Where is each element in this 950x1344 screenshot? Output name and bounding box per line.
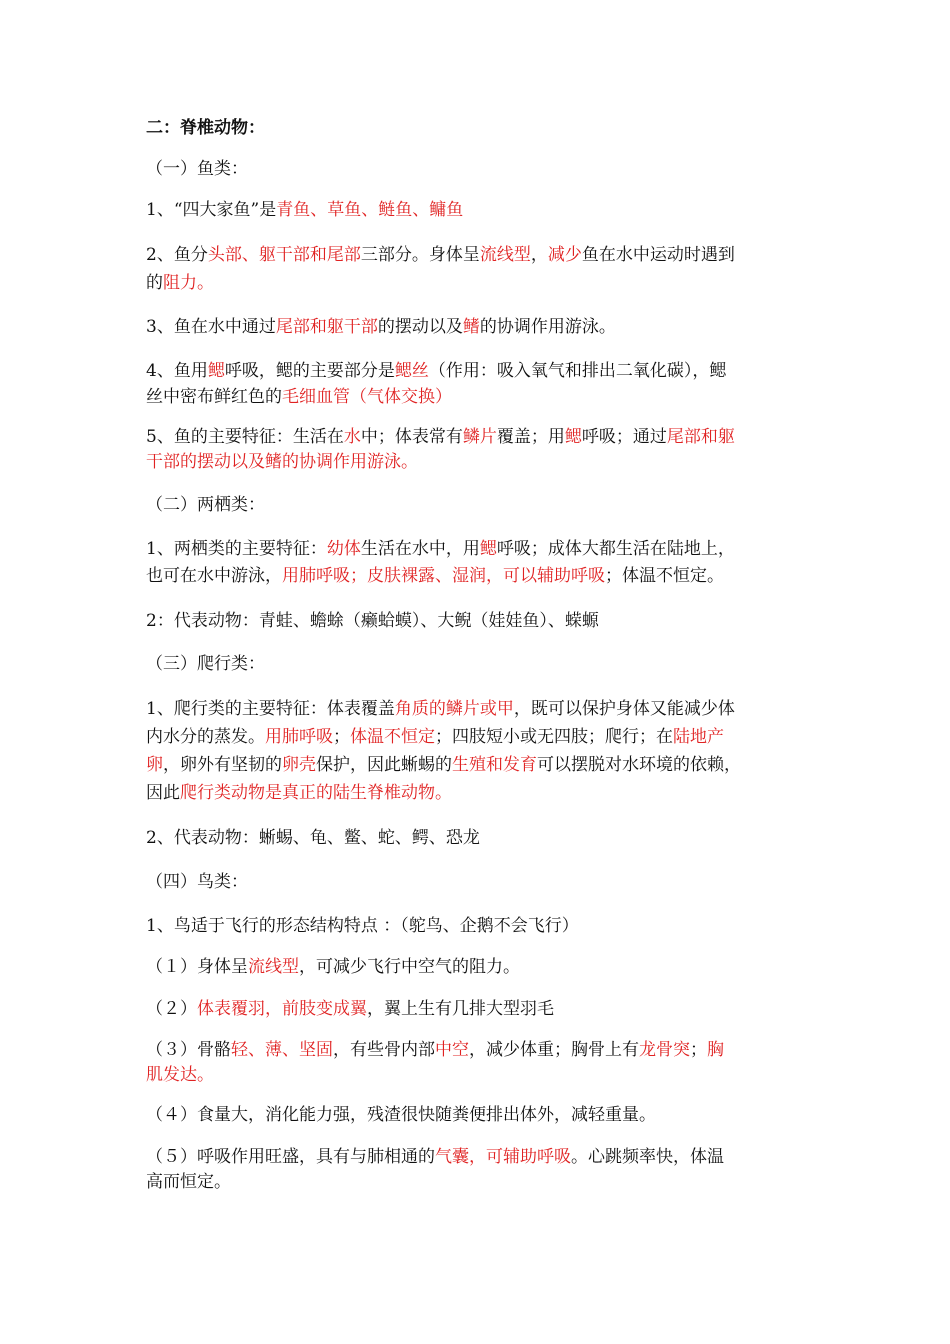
highlighted-text: 陆地产 xyxy=(673,727,724,747)
text-segment: 鱼在水中运动时遇到 xyxy=(581,245,735,265)
text-segment: （一）鱼类： xyxy=(146,159,248,179)
text-segment: ， xyxy=(530,245,548,265)
text-segment: ，有些骨内部 xyxy=(333,1040,435,1060)
text-line-bird-p5b xyxy=(146,1169,826,1195)
text-line-fish-1 xyxy=(146,197,826,223)
text-line-bird-1 xyxy=(146,913,826,939)
text-segment: ；四肢短小或无四肢；爬行；在 xyxy=(435,727,673,747)
text-segment: （四）鸟类： xyxy=(146,872,248,892)
highlighted-text: 阻力。 xyxy=(163,273,214,293)
text-segment: 丝中密布鲜红色的 xyxy=(146,387,282,407)
text-line-bird-p1 xyxy=(146,954,826,980)
text-segment: ，既可以保护身体又能减少体 xyxy=(513,699,735,719)
highlighted-text: 鳃 xyxy=(479,539,497,559)
text-line-amph-1b xyxy=(146,563,826,589)
highlighted-text: 用肺呼吸 xyxy=(265,727,333,747)
highlighted-text: 爬行类动物是真正的陆生脊椎动物。 xyxy=(180,783,452,803)
text-line-bird-p2 xyxy=(146,996,826,1022)
text-segment: 呼吸；通过 xyxy=(581,427,667,447)
text-line-fish-5b xyxy=(146,449,826,475)
text-line-bird-p5a xyxy=(146,1144,826,1170)
highlighted-text: 气囊，可辅助呼吸 xyxy=(435,1147,571,1167)
text-segment: 3、鱼在水中通过 xyxy=(146,317,276,337)
text-segment: （４）食量大，消化能力强，残渣很快随粪便排出体外，减轻重量。 xyxy=(146,1105,656,1125)
text-segment: 的协调作用游泳。 xyxy=(479,317,616,337)
text-line-rept-2 xyxy=(146,825,826,851)
text-line-amph-2 xyxy=(146,608,826,634)
highlighted-text: 中空 xyxy=(435,1040,469,1060)
text-line-h-vertebrates xyxy=(146,115,826,141)
text-segment: 的摆动以及 xyxy=(377,317,463,337)
text-segment: 中；体表常有 xyxy=(360,427,463,447)
highlighted-text: 鳃 xyxy=(564,427,582,447)
highlighted-text: 流线型 xyxy=(479,245,531,265)
text-segment: 覆盖；用 xyxy=(496,427,565,447)
text-segment: 内水分的蒸发。 xyxy=(146,727,265,747)
text-segment: 生活在水中，用 xyxy=(360,539,480,559)
text-segment: 2、鱼分 xyxy=(146,245,208,265)
text-segment: 1、“四大家鱼”是 xyxy=(146,200,277,220)
text-line-fish-3 xyxy=(146,314,826,340)
text-segment: 5、鱼的主要特征：生活在 xyxy=(146,427,344,447)
text-line-sec-amphibians xyxy=(146,492,826,518)
text-segment: 4、鱼用 xyxy=(146,361,208,381)
text-segment: 高而恒定。 xyxy=(146,1172,231,1192)
highlighted-text: 头部、躯干部和尾部 xyxy=(207,245,361,265)
highlighted-text: 水 xyxy=(343,427,361,447)
text-segment: 三部分。身体呈 xyxy=(360,245,480,265)
text-segment: ，可减少飞行中空气的阻力。 xyxy=(299,957,520,977)
text-segment: 呼吸，鳃的主要部分是 xyxy=(224,361,395,381)
text-segment: （２） xyxy=(146,999,197,1019)
text-segment: ，卵外有坚韧的 xyxy=(163,755,282,775)
text-segment: ，翼上生有几排大型羽毛 xyxy=(367,999,554,1019)
highlighted-text: 鳃 xyxy=(207,361,225,381)
text-line-fish-4b xyxy=(146,384,826,410)
text-segment: ； xyxy=(333,727,350,747)
text-line-rept-1b xyxy=(146,724,826,750)
highlighted-text: 体温不恒定 xyxy=(350,727,435,747)
highlighted-text: 尾部和躯干部 xyxy=(275,317,378,337)
text-line-sec-birds xyxy=(146,869,826,895)
text-segment: （３）骨骼 xyxy=(146,1040,231,1060)
text-segment: 1、两栖类的主要特征： xyxy=(146,539,327,559)
text-segment: 1、鸟适于飞行的形态结构特点 ：（鸵鸟、企鹅不会飞行） xyxy=(146,916,579,936)
highlighted-text: 肌发达。 xyxy=(146,1065,214,1085)
highlighted-text: 胸 xyxy=(707,1040,724,1060)
text-segment: 呼吸；成体大都生活在陆地上， xyxy=(496,539,735,559)
text-line-amph-1a xyxy=(146,536,826,562)
highlighted-text: 尾部和躯 xyxy=(666,427,735,447)
text-line-bird-p3a xyxy=(146,1037,826,1063)
text-line-rept-1a xyxy=(146,696,826,722)
highlighted-text: 轻、薄、坚固 xyxy=(231,1040,333,1060)
highlighted-text: 用肺呼吸；皮肤裸露、湿润，可以辅助呼吸 xyxy=(282,566,605,586)
text-line-fish-4a xyxy=(146,358,826,384)
text-segment: 1、爬行类的主要特征：体表覆盖 xyxy=(146,699,395,719)
text-line-fish-2a xyxy=(146,242,826,268)
highlighted-text: 体表覆羽，前肢变成翼 xyxy=(197,999,367,1019)
highlighted-text: 角质的鳞片或甲 xyxy=(394,699,514,719)
highlighted-text: 生殖和发育 xyxy=(452,755,537,775)
text-segment: 。心跳频率快，体温 xyxy=(571,1147,724,1167)
text-line-rept-1d xyxy=(146,780,826,806)
text-line-fish-5a xyxy=(146,424,826,450)
text-segment: 的 xyxy=(146,273,163,293)
text-segment: （三）爬行类： xyxy=(146,654,265,674)
highlighted-text: 减少 xyxy=(547,245,582,265)
highlighted-text: 干部的摆动以及鳍的协调作用游泳。 xyxy=(146,452,418,472)
text-line-fish-2b xyxy=(146,270,826,296)
text-segment: ，减少体重；胸骨上有 xyxy=(469,1040,639,1060)
text-line-bird-p3b xyxy=(146,1062,826,1088)
text-segment: 也可在水中游泳， xyxy=(146,566,282,586)
text-segment: （５）呼吸作用旺盛，具有与肺相通的 xyxy=(146,1147,435,1167)
text-segment: （二）两栖类： xyxy=(146,495,265,515)
text-line-bird-p4 xyxy=(146,1102,826,1128)
highlighted-text: 青鱼、草鱼、鲢鱼、鳙鱼 xyxy=(276,200,464,220)
text-segment: （１）身体呈 xyxy=(146,957,248,977)
highlighted-text: 毛细血管（气体交换） xyxy=(282,387,452,407)
text-line-sec-reptiles xyxy=(146,651,826,677)
highlighted-text: 卵 xyxy=(146,755,163,775)
text-segment: 因此 xyxy=(146,783,180,803)
highlighted-text: 鳍 xyxy=(462,317,480,337)
text-segment: 二：脊椎动物： xyxy=(146,118,265,138)
text-segment: 2、代表动物：蜥蜴、龟、鳖、蛇、鳄、恐龙 xyxy=(146,828,480,848)
text-segment: 2：代表动物：青蛙、蟾蜍（癞蛤蟆）、大鲵（娃娃鱼）、蝾螈 xyxy=(146,611,599,631)
highlighted-text: 流线型 xyxy=(248,957,299,977)
text-line-rept-1c xyxy=(146,752,826,778)
highlighted-text: 卵壳 xyxy=(282,755,316,775)
text-segment: ；体温不恒定。 xyxy=(605,566,724,586)
highlighted-text: 龙骨突 xyxy=(639,1040,690,1060)
highlighted-text: 鳃丝 xyxy=(394,361,429,381)
text-segment: 可以摆脱对水环境的依赖， xyxy=(537,755,741,775)
text-segment: 保护，因此蜥蜴的 xyxy=(316,755,452,775)
text-segment: ； xyxy=(690,1040,707,1060)
highlighted-text: 鳞片 xyxy=(462,427,497,447)
text-segment: （作用：吸入氧气和排出二氧化碳），鳃 xyxy=(428,361,727,381)
highlighted-text: 幼体 xyxy=(326,539,361,559)
text-line-sec-fish xyxy=(146,156,826,182)
